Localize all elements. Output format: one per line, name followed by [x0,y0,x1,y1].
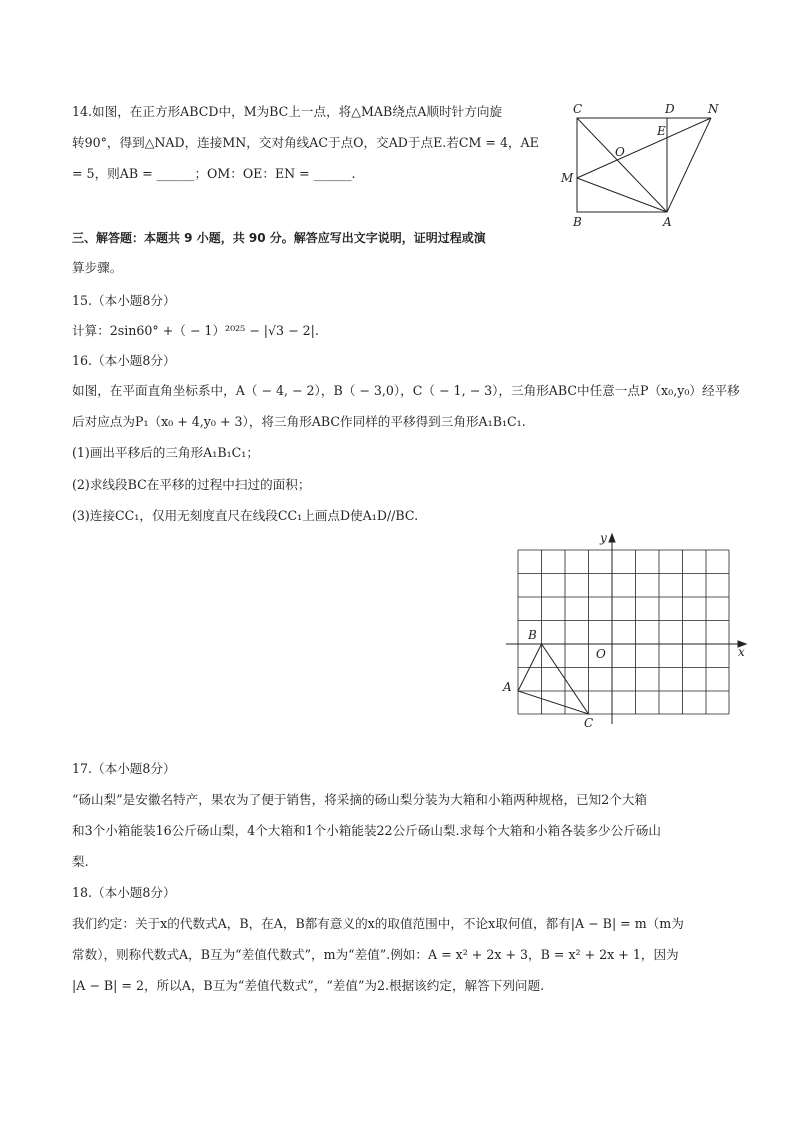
point-a-label: A [503,680,512,694]
q14-line-2: 转90°，得到△NAD，连接MN，交对角线AC于点O，交AD于点E.若CM = 4，AE [72,135,539,150]
q18-line-3: |A − B| = 2，所以A，B互为“差值代数式”，“差值”为2.根据该约定，解答下列问题. [72,978,545,993]
segment-na [667,118,711,212]
q15-header: 15.（本小题8分） [72,293,176,308]
y-axis-label: y [600,531,607,545]
label-e: E [657,124,666,138]
q16-line-1: 如图，在平面直角坐标系中，A（ − 4, − 2），B（ − 3,0），C（ − 1, − 3），三角形ABC中任意一点P（x₀,y₀）经平移 [72,383,740,398]
q14-line-1: 14.如图，在正方形ABCD中，M为BC上一点，将△MAB绕点A顺时针方向旋 [72,104,503,119]
section-3-intro [72,229,562,247]
label-n: N [708,102,719,116]
section-3-line-2: 算步骤。 [72,260,123,275]
origin-label: O [596,647,606,661]
section-3-line-1: 三、解答题：本题共 9 小题，共 90 分。解答应写出文字说明，证明过程或演 [72,231,486,245]
q17-header: 17.（本小题8分） [72,761,176,776]
label-b: B [573,215,582,229]
q17-line-2: 和3个小箱能装16公斤砀山梨，4个大箱和1个小箱能装22公斤砀山梨.求每个大箱和小箱各装多少公斤砀山 [72,823,662,838]
q16-part-3: (3)连接CC₁，仅用无刻度直尺在线段CC₁上画点D使A₁D//BC. [72,508,419,523]
segment-ma [577,178,667,212]
label-d: D [665,102,675,116]
triangle-abc [518,644,589,714]
q14-figure [555,100,730,230]
label-a: A [663,215,672,229]
label-c: C [573,102,583,116]
x-axis-label: x [738,645,745,659]
q16-line-2: 后对应点为P₁（x₀ + 4,y₀ + 3），将三角形ABC作同样的平移得到三角形A₁B₁C₁. [72,414,526,429]
q14-line-3: = 5，则AB = ______；OM：OE：EN = ______. [72,166,356,181]
q18-line-1: 我们约定：关于x的代数式A，B，在A，B都有意义的x的取值范围中，不论x取何值，都有|A − B| = m（m为 [72,916,684,931]
coordinate-grid [500,531,760,730]
q16-header: 16.（本小题8分） [72,353,176,368]
grid-lines [518,550,729,714]
q17-line-3: 梨. [72,854,89,869]
point-c-label: C [584,716,594,730]
q16-part-2: (2)求线段BC在平移的过程中扫过的面积； [72,477,311,492]
q17-line-1: “砀山梨”是安徽名特产，果农为了便于销售，将采摘的砀山梨分装为大箱和小箱两种规格，已知2个大箱 [72,792,648,807]
q15-body: 计算：2sin60° +（ − 1）²⁰²⁵ − |√3 − 2|. [72,323,319,338]
y-axis-arrow [609,534,615,542]
segment-ca [577,118,667,212]
label-m: M [561,171,574,185]
q18-line-2: 常数），则称代数式A，B互为“差值代数式”，m为“差值”.例如：A = x² + 2x + 3，B = x² + 2x + 1，因为 [72,947,679,962]
q16-part-1: (1)画出平移后的三角形A₁B₁C₁； [72,445,259,460]
label-o: O [615,145,625,159]
point-b-label: B [528,628,537,642]
q18-header: 18.（本小题8分） [72,885,176,900]
segment-mn [577,118,711,178]
